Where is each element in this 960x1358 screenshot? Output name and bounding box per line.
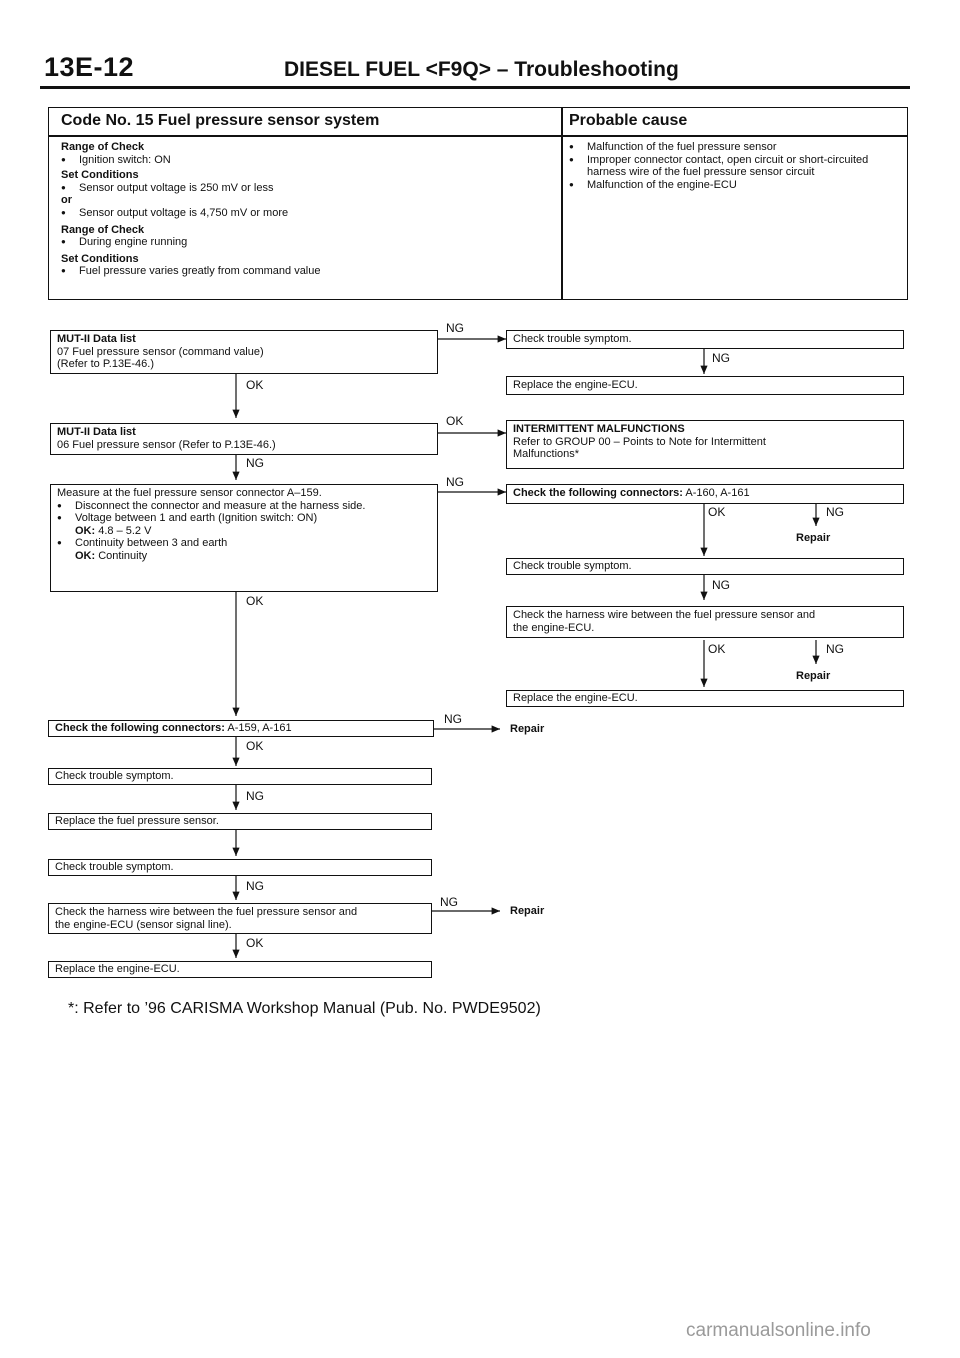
box-title: Check the following connectors: <box>55 722 225 734</box>
box-line: Check the harness wire between the fuel pressure sensor and <box>55 906 358 918</box>
mut-data-list-07-box <box>50 330 438 374</box>
box-line: 06 Fuel pressure sensor (Refer to P.13E-46.) <box>57 438 276 451</box>
page-title: DIESEL FUEL <F9Q> – Troubleshooting <box>284 58 679 81</box>
ok-label: OK: <box>75 524 96 537</box>
or-text: or <box>61 194 72 207</box>
measure-connector-box <box>50 484 438 592</box>
ok-label: OK <box>708 642 726 656</box>
set-conditions-heading: Set Conditions <box>61 169 139 182</box>
box-line: Check the harness wire between the fuel pressure sensor and <box>513 609 816 621</box>
range-of-check-heading: Range of Check <box>61 223 145 236</box>
box-line: the engine-ECU (sensor signal line). <box>55 918 232 931</box>
box-item: ● Continuity between 3 and earth <box>57 537 431 550</box>
ng-label: NG <box>246 456 264 470</box>
check-trouble-symptom-box: Check trouble symptom. <box>48 768 432 785</box>
ok-label: OK <box>246 936 264 950</box>
condition-item: ● Sensor output voltage is 250 mV or less <box>61 182 320 195</box>
replace-fuel-pressure-sensor-box: Replace the fuel pressure sensor. <box>48 813 432 830</box>
cause-item: ● Malfunction of the engine-ECU <box>569 179 899 192</box>
box-line: Measure at the fuel pressure sensor connector A–159. <box>57 487 322 499</box>
ng-label: NG <box>446 475 464 489</box>
ng-label: NG <box>444 712 462 726</box>
watermark: carmanualsonline.info <box>686 1320 871 1341</box>
condition-item: ● Fuel pressure varies greatly from command value <box>61 265 320 278</box>
check-connectors-a160-box <box>506 484 904 504</box>
box-title: Check the following connectors: <box>513 487 683 499</box>
replace-engine-ecu-box: Replace the engine-ECU. <box>506 690 904 707</box>
probable-cause-heading: Probable cause <box>569 112 688 129</box>
box-line: A-159, A-161 <box>224 722 292 734</box>
ng-label: NG <box>826 642 844 656</box>
condition-item: ● Sensor output voltage is 4,750 mV or more <box>61 207 320 220</box>
repair-label: Repair <box>510 905 545 917</box>
ok-value: Continuity <box>98 549 148 562</box>
code-heading: Code No. 15 Fuel pressure sensor system <box>61 112 380 129</box>
check-trouble-symptom-box: Check trouble symptom. <box>506 330 904 349</box>
intermittent-malfunctions-box <box>506 420 904 469</box>
ng-label: NG <box>712 578 730 592</box>
repair-label: Repair <box>796 670 831 682</box>
check-trouble-symptom-box: Check trouble symptom. <box>48 859 432 876</box>
cause-item: ● Improper connector contact, open circuit or short-circuited harness wire of the fuel pressure sensor circuit <box>569 154 899 179</box>
check-connectors-a159-box <box>48 720 434 737</box>
box-line: Malfunctions* <box>513 448 580 460</box>
check-harness-wire-box <box>48 903 432 934</box>
box-title: INTERMITTENT MALFUNCTIONS <box>513 423 685 435</box>
page-number: 13E-12 <box>44 52 135 82</box>
ng-label: NG <box>246 879 264 893</box>
ok-label: OK <box>246 739 264 753</box>
ng-label: NG <box>246 789 264 803</box>
ng-label: NG <box>440 895 458 909</box>
replace-engine-ecu-box: Replace the engine-ECU. <box>48 961 432 978</box>
cause-item: ● Malfunction of the fuel pressure sensor <box>569 141 899 154</box>
ng-label: NG <box>712 351 730 365</box>
repair-label: Repair <box>796 532 831 544</box>
box-title: MUT-II Data list <box>57 426 136 438</box>
ok-label: OK <box>708 505 726 519</box>
check-trouble-symptom-box: Check trouble symptom. <box>506 558 904 575</box>
ng-label: NG <box>446 321 464 335</box>
ok-label: OK: <box>75 549 96 562</box>
box-title: MUT-II Data list <box>57 333 136 345</box>
ok-label: OK <box>446 414 464 428</box>
check-harness-wire-ecu-box <box>506 606 904 638</box>
footnote: *: Refer to ’96 CARISMA Workshop Manual (Pub. No. PWDE9502) <box>68 1000 541 1017</box>
ok-label: OK <box>246 378 264 392</box>
condition-item: ● During engine running <box>61 236 320 249</box>
condition-item: ● Ignition switch: ON <box>61 154 320 167</box>
replace-engine-ecu-box: Replace the engine-ECU. <box>506 376 904 395</box>
mut-data-list-06-box <box>50 423 438 455</box>
box-item: ● Voltage between 1 and earth (Ignition switch: ON) <box>57 512 431 525</box>
ok-value: 4.8 – 5.2 V <box>98 524 152 537</box>
set-conditions-heading: Set Conditions <box>61 252 139 265</box>
box-line: A-160, A-161 <box>682 487 750 499</box>
repair-label: Repair <box>510 723 545 735</box>
range-of-check-heading: Range of Check <box>61 141 145 153</box>
ok-label: OK <box>246 594 264 608</box>
box-line: (Refer to P.13E-46.) <box>57 358 155 370</box>
box-line: Refer to GROUP 00 – Points to Note for Intermittent <box>513 435 766 448</box>
ng-label: NG <box>826 505 844 519</box>
box-item: ● Disconnect the connector and measure at the harness side. <box>57 500 431 513</box>
box-line: the engine-ECU. <box>513 621 595 634</box>
box-line: 07 Fuel pressure sensor (command value) <box>57 345 264 358</box>
